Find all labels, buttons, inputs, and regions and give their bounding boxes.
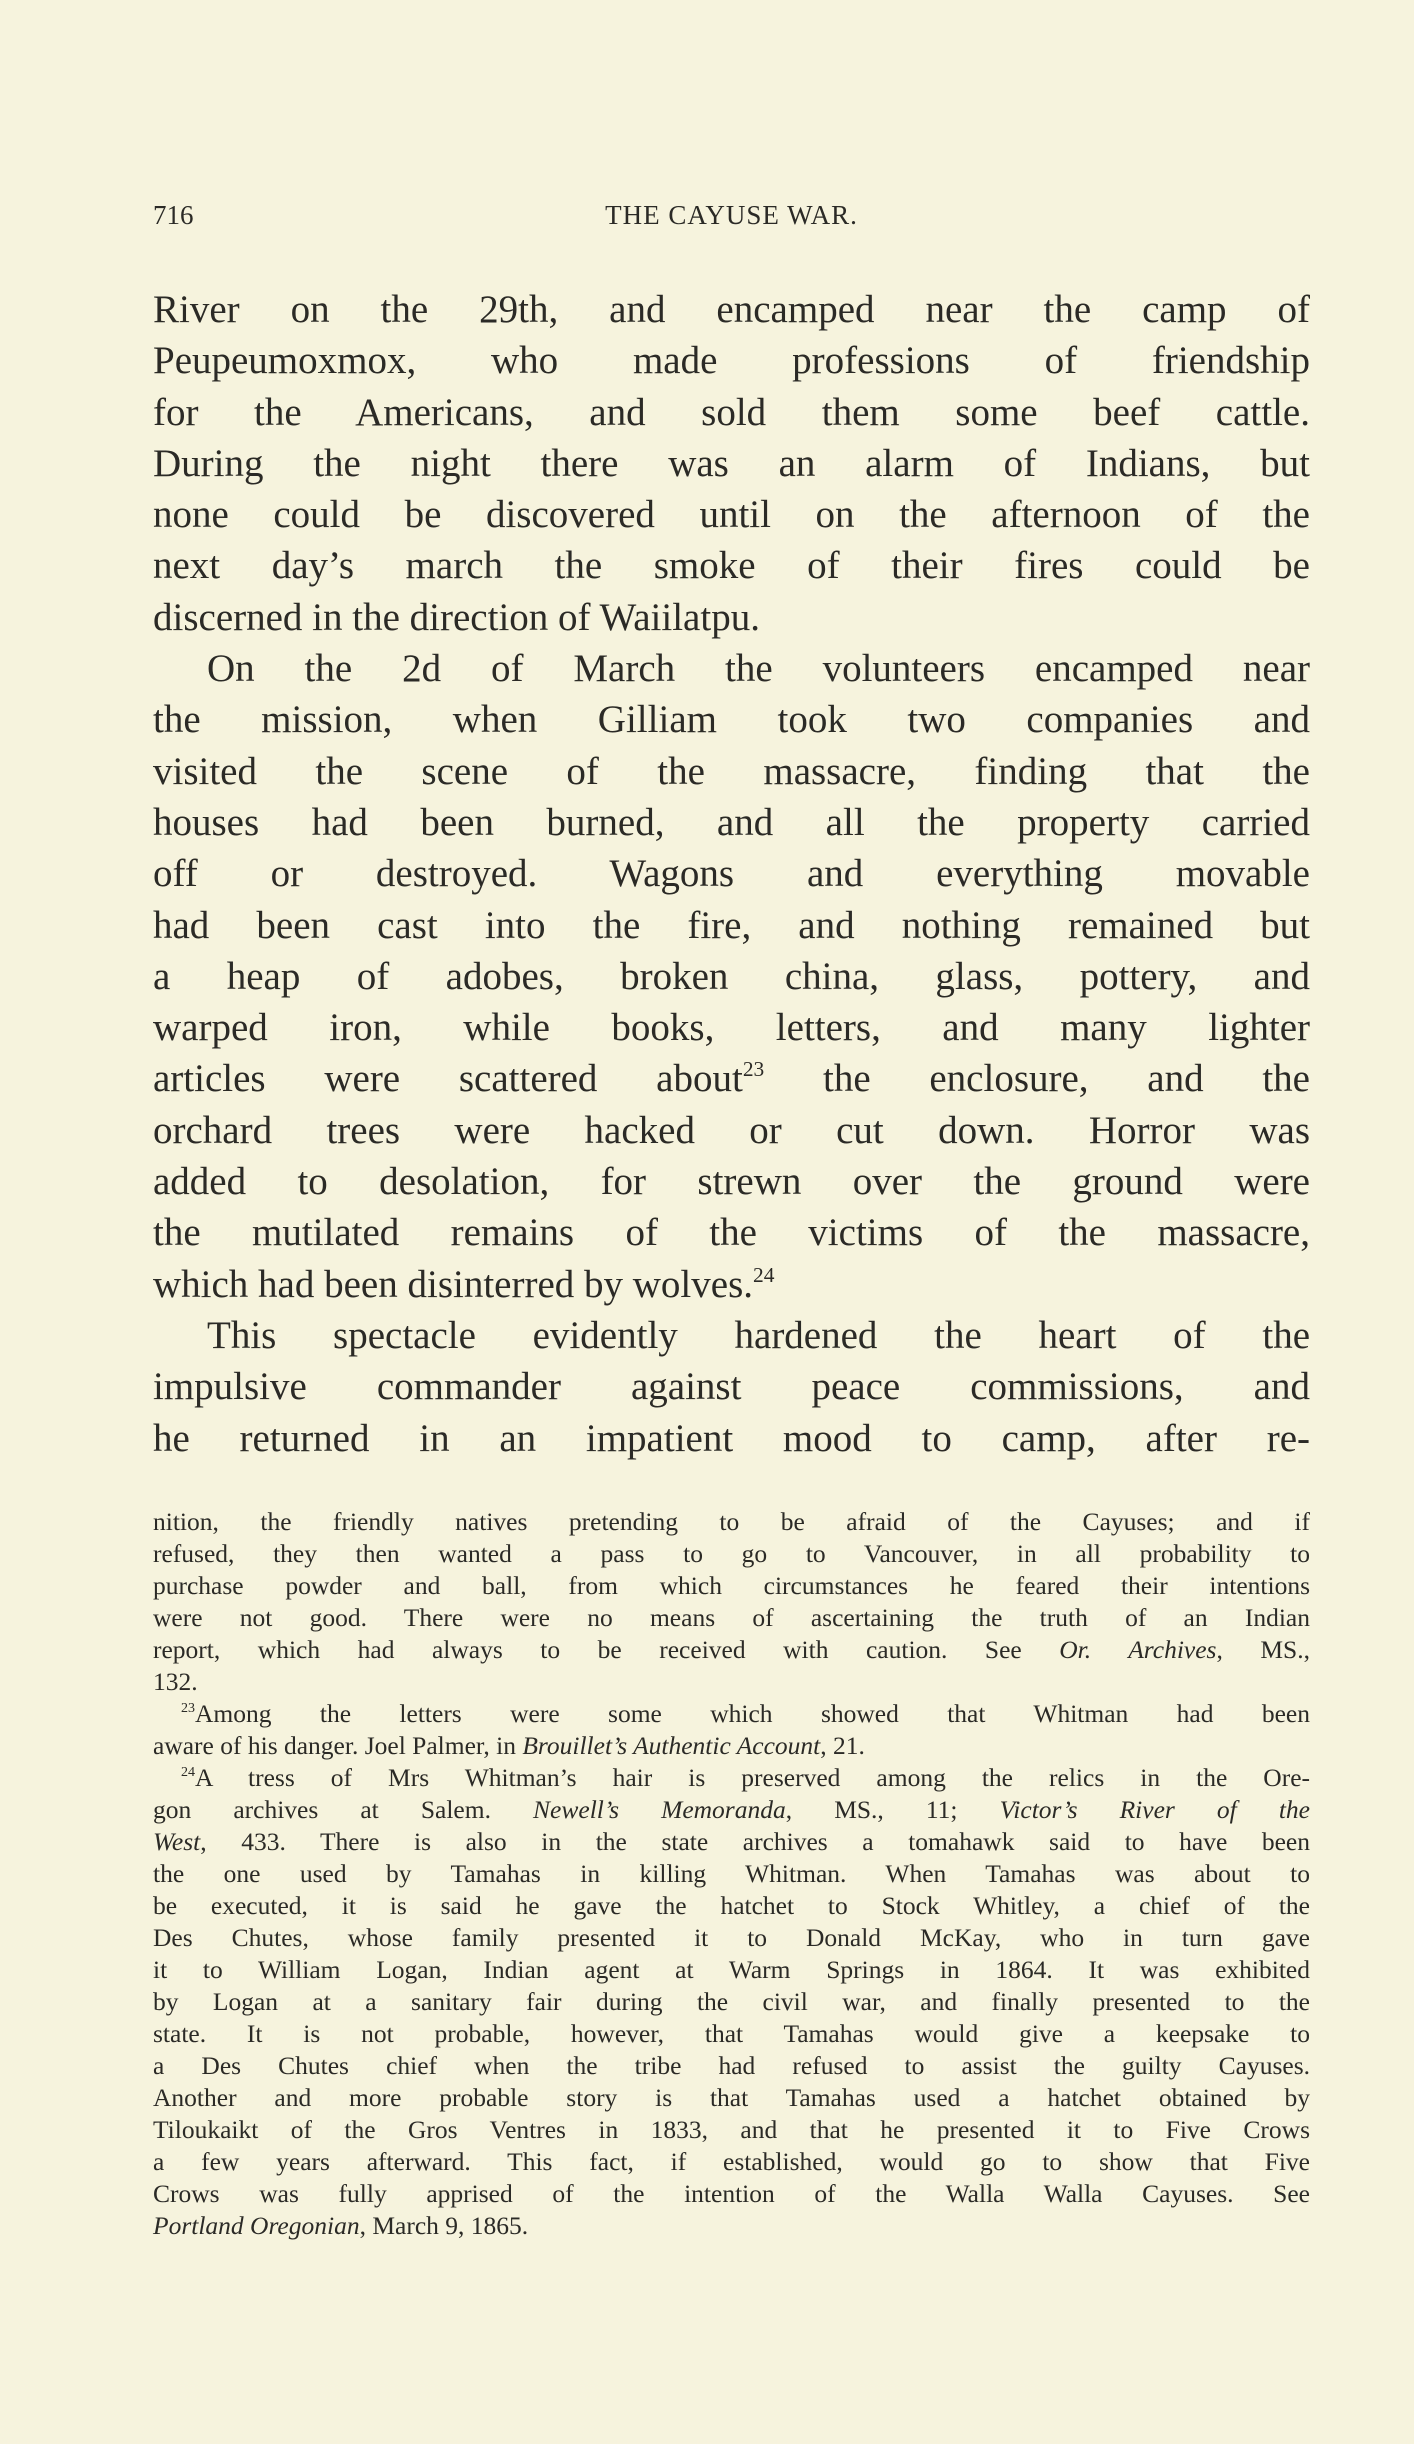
footnote-line xyxy=(153,1602,1310,1634)
line-text: added to desolation, for strewn over the ground were xyxy=(153,1160,1310,1204)
body-line xyxy=(153,540,1310,591)
line-text: , MS., xyxy=(1216,1635,1310,1664)
line-text: purchase powder and ball, from which circumstances he feared their intentions xyxy=(153,1571,1310,1600)
line-text: he returned in an impatient mood to camp, after re- xyxy=(153,1416,1310,1460)
line-text: next day’s march the smoke of their fires could be xyxy=(153,544,1310,588)
line-text: Another and more probable story is that Tamahas used a hatchet obtained by xyxy=(153,2083,1310,2112)
line-text: Peupeumoxmox, who made professions of friendship xyxy=(153,339,1310,383)
body-line xyxy=(153,1413,1310,1464)
line-text: , 21. xyxy=(820,1731,865,1760)
body-line xyxy=(153,592,1310,643)
line-text: for the Americans, and sold them some beef cattle. xyxy=(153,390,1310,434)
line-text: which had been disinterred by wolves. xyxy=(153,1262,754,1306)
line-text: Des Chutes, whose family presented it to Donald McKay, who in turn gave xyxy=(153,1923,1310,1952)
body-text xyxy=(153,284,1310,1464)
line-text: off or destroyed. Wagons and everything movable xyxy=(153,852,1310,896)
body-line xyxy=(153,387,1310,438)
line-text: the mutilated remains of the victims of the massacre, xyxy=(153,1211,1310,1255)
line-text: a heap of adobes, broken china, glass, pottery, and xyxy=(153,954,1310,998)
line-text: , 433. There is also in the state archives a tomahawk said to have been xyxy=(200,1827,1310,1856)
line-text: Crows was fully apprised of the intention of the Walla Walla Cayuses. See xyxy=(153,2179,1310,2208)
footnote-line xyxy=(153,2210,1310,2242)
line-text: state. It is not probable, however, that Tamahas would give a keepsake to xyxy=(153,2019,1310,2048)
body-line xyxy=(153,1156,1310,1207)
line-text: had been cast into the fire, and nothing remained but xyxy=(153,903,1310,947)
footnote-line xyxy=(153,2050,1310,2082)
footnote-line xyxy=(153,1890,1310,1922)
body-line xyxy=(153,797,1310,848)
line-text: aware of his danger. Joel Palmer, in xyxy=(153,1731,523,1760)
citation-title: West xyxy=(153,1827,201,1856)
body-line xyxy=(153,746,1310,797)
body-line xyxy=(153,951,1310,1002)
body-line xyxy=(153,1207,1310,1258)
footnote-line xyxy=(153,1762,1310,1794)
footnote-number: 23 xyxy=(181,1701,196,1717)
footnote-line xyxy=(153,2082,1310,2114)
line-text: a few years afterward. This fact, if established, would go to show that Five xyxy=(153,2147,1310,2176)
footnote-line xyxy=(153,2114,1310,2146)
line-text: A tress of Mrs Whitman’s hair is preserved among the relics in the Ore- xyxy=(195,1763,1310,1792)
body-line xyxy=(153,1361,1310,1412)
body-line xyxy=(153,1053,1310,1104)
line-text: , March 9, 1865. xyxy=(359,2211,529,2240)
line-text: none could be discovered until on the afternoon of the xyxy=(153,493,1310,537)
footnote-line xyxy=(153,1698,1310,1730)
footnote-reference: 24 xyxy=(753,1262,775,1287)
footnote-line xyxy=(153,2146,1310,2178)
footnote-line xyxy=(153,1538,1310,1570)
line-text: River on the 29th, and encamped near the camp of xyxy=(153,288,1310,331)
line-text: houses had been burned, and all the property carried xyxy=(153,800,1310,844)
footnote-line xyxy=(153,1634,1310,1666)
line-text: report, which had always to be received with caution. See xyxy=(153,1635,1060,1664)
footnote-line xyxy=(153,1858,1310,1890)
line-text: it to William Logan, Indian agent at Warm Springs in 1864. It was exhibited xyxy=(153,1955,1310,1984)
body-line xyxy=(153,1002,1310,1053)
body-line xyxy=(153,643,1310,694)
running-title: THE CAYUSE WAR. xyxy=(605,200,858,230)
footnote-line xyxy=(153,1570,1310,1602)
line-text: , MS., 11; xyxy=(785,1795,1000,1824)
line-text: by Logan at a sanitary fair during the civil war, and finally presented to the xyxy=(153,1987,1310,2016)
citation-title: Newell’s Memoranda xyxy=(533,1795,786,1824)
line-text: the enclosure, and the xyxy=(764,1057,1310,1101)
line-text: Tiloukaikt of the Gros Ventres in 1833, and that he presented it to Five Crows xyxy=(153,2115,1310,2144)
footnote-line xyxy=(153,1826,1310,1858)
page-header xyxy=(153,200,1310,240)
footnote-line xyxy=(153,1794,1310,1826)
body-line xyxy=(153,284,1310,335)
citation-title: Brouillet’s Authentic Account xyxy=(522,1731,821,1760)
citation-title: Or. Archives xyxy=(1059,1635,1217,1664)
line-text: warped iron, while books, letters, and many lighter xyxy=(153,1006,1310,1050)
line-text: were not good. There were no means of ascertaining the truth of an Indian xyxy=(153,1603,1310,1632)
line-text: a Des Chutes chief when the tribe had refused to assist the guilty Cayuses. xyxy=(153,2051,1310,2080)
body-line xyxy=(153,1310,1310,1361)
line-text: During the night there was an alarm of Indians, but xyxy=(153,441,1310,485)
citation-title: Victor’s River of the xyxy=(999,1795,1310,1824)
body-line xyxy=(153,489,1310,540)
line-text: the mission, when Gilliam took two companies and xyxy=(153,698,1310,742)
footnote-line xyxy=(153,1986,1310,2018)
body-line xyxy=(153,438,1310,489)
footnote-number: 24 xyxy=(181,1765,196,1781)
line-text: 132. xyxy=(153,1667,198,1696)
line-text: visited the scene of the massacre, finding that the xyxy=(153,749,1310,793)
line-text: nition, the friendly natives pretending to be afraid of the Cayuses; and if xyxy=(153,1507,1310,1536)
page-number: 716 xyxy=(153,200,194,230)
footnote-reference: 23 xyxy=(742,1057,765,1082)
footnotes xyxy=(153,1506,1310,2242)
body-line xyxy=(153,900,1310,951)
line-text: orchard trees were hacked or cut down. Horror was xyxy=(153,1108,1310,1152)
line-text: gon archives at Salem. xyxy=(153,1795,534,1824)
footnote-line xyxy=(153,1922,1310,1954)
footnote-line xyxy=(153,1506,1310,1538)
line-text: refused, they then wanted a pass to go to Vancouver, in all probability to xyxy=(153,1539,1310,1568)
footnote-line xyxy=(153,1666,1310,1698)
line-text: articles were scattered about xyxy=(153,1057,743,1101)
line-text: the one used by Tamahas in killing Whitman. When Tamahas was about to xyxy=(153,1859,1310,1888)
body-line xyxy=(153,848,1310,899)
body-line xyxy=(153,335,1310,386)
footnote-line xyxy=(153,2178,1310,2210)
body-line xyxy=(153,1105,1310,1156)
line-text: impulsive commander against peace commissions, and xyxy=(153,1365,1310,1409)
line-text: This spectacle evidently hardened the heart of the xyxy=(207,1313,1310,1357)
footnote-line xyxy=(153,1730,1310,1762)
body-line xyxy=(153,694,1310,745)
footnote-line xyxy=(153,2018,1310,2050)
body-line xyxy=(153,1259,1310,1310)
citation-title: Portland Oregonian xyxy=(153,2211,360,2240)
footnote-line xyxy=(153,1954,1310,1986)
line-text: Among the letters were some which showed that Whitman had been xyxy=(195,1699,1310,1728)
line-text: discerned in the direction of Waiilatpu. xyxy=(153,595,760,639)
line-text: On the 2d of March the volunteers encamped near xyxy=(207,647,1310,691)
line-text: be executed, it is said he gave the hatchet to Stock Whitley, a chief of the xyxy=(153,1891,1310,1920)
